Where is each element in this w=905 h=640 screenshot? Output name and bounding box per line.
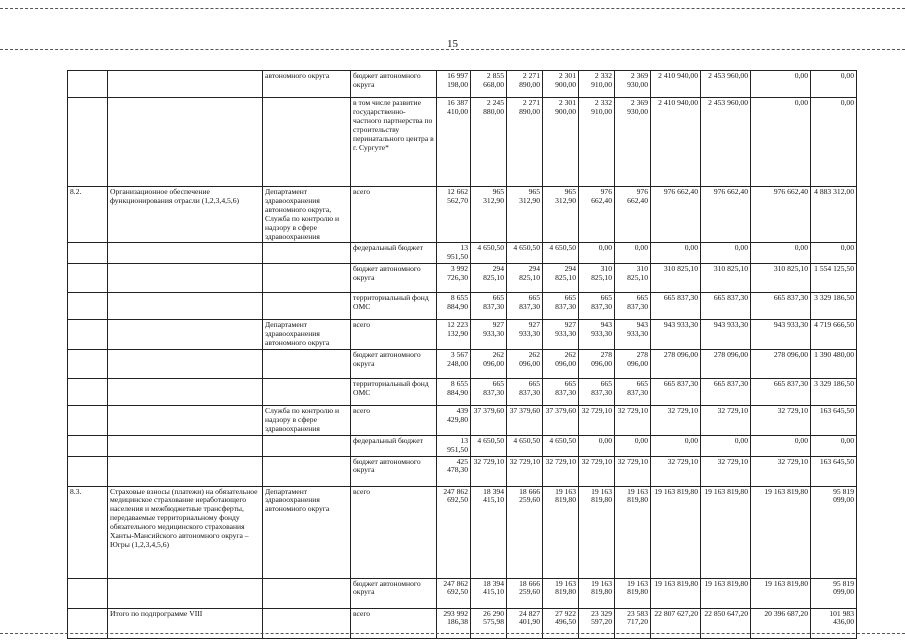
value-cell: 665 837,30 xyxy=(579,378,615,405)
value-cell: 32 729,10 xyxy=(701,405,751,435)
value-cell: 22 850 647,20 xyxy=(701,608,751,638)
value-cell: 19 163 819,80 xyxy=(615,486,651,578)
funding-source-cell: бюджет автономного округа xyxy=(351,264,437,293)
value-cell: 0,00 xyxy=(615,435,651,456)
value-cell: 2 855 668,00 xyxy=(471,71,507,98)
funding-source-cell: в том числе развитие государственно-частного партнерства по строительству перинатального центра в г. Сургуте* xyxy=(351,98,437,187)
value-cell: 943 933,30 xyxy=(615,320,651,350)
executor-cell: Департамент здравоохранения автономного округа xyxy=(263,486,351,578)
measure-name-cell: Организационное обеспечение функционирования отрасли (1,2,3,4,5,6) xyxy=(108,187,263,243)
value-cell: 19 163 819,80 xyxy=(579,486,615,578)
value-cell: 4 650,50 xyxy=(471,435,507,456)
funding-source-cell: всего xyxy=(351,608,437,638)
row-number-cell xyxy=(68,405,108,435)
value-cell: 101 983 436,00 xyxy=(811,608,857,638)
value-cell: 0,00 xyxy=(751,243,811,264)
value-cell: 4 650,50 xyxy=(543,243,579,264)
measure-name-cell: Страховые взносы (платежи) на обязательное медицинское страхование неработающего населения и межбюджетные трансферты, передаваемые территориальному фонду обязательного медицинского страхования Ханты-Мансийского автономного округа – Югры (1,2,3,4,5,6) xyxy=(108,486,263,578)
value-cell: 2 245 880,00 xyxy=(471,98,507,187)
value-cell: 26 290 575,98 xyxy=(471,608,507,638)
value-cell: 2 453 960,00 xyxy=(701,98,751,187)
value-cell: 0,00 xyxy=(579,243,615,264)
measure-name-cell xyxy=(108,71,263,98)
value-cell: 665 837,30 xyxy=(701,293,751,320)
value-cell: 3 329 186,50 xyxy=(811,378,857,405)
row-number-cell xyxy=(68,71,108,98)
value-cell: 19 163 819,80 xyxy=(543,578,579,608)
executor-cell xyxy=(263,378,351,405)
value-cell: 19 163 819,80 xyxy=(615,578,651,608)
measure-name-cell xyxy=(108,378,263,405)
executor-cell xyxy=(263,349,351,378)
value-cell: 20 396 687,20 xyxy=(751,608,811,638)
value-cell: 665 837,30 xyxy=(751,378,811,405)
value-cell: 2 453 960,00 xyxy=(701,71,751,98)
value-cell: 2 369 930,00 xyxy=(615,71,651,98)
value-cell: 19 163 819,80 xyxy=(751,578,811,608)
value-cell: 965 312,90 xyxy=(507,187,543,243)
value-cell: 32 729,10 xyxy=(543,456,579,486)
value-cell: 37 379,60 xyxy=(507,405,543,435)
value-cell: 23 583 717,20 xyxy=(615,608,651,638)
value-cell: 976 662,40 xyxy=(701,187,751,243)
value-cell: 927 933,30 xyxy=(471,320,507,350)
budget-table xyxy=(67,70,857,639)
table-row xyxy=(68,293,857,320)
table-row xyxy=(68,456,857,486)
value-cell: 2 332 910,00 xyxy=(579,71,615,98)
value-cell: 1 554 125,50 xyxy=(811,264,857,293)
value-cell: 19 163 819,80 xyxy=(751,486,811,578)
row-number-cell xyxy=(68,243,108,264)
value-cell: 0,00 xyxy=(651,435,701,456)
executor-cell: Департамент здравоохранения автономного округа xyxy=(263,320,351,350)
value-cell: 976 662,40 xyxy=(615,187,651,243)
value-cell: 0,00 xyxy=(811,71,857,98)
value-cell: 18 394 415,10 xyxy=(471,486,507,578)
executor-cell: Департамент здравоохранения автономного округа, Служба по контролю и надзору в сфере здравоохранения xyxy=(263,187,351,243)
value-cell: 19 163 819,80 xyxy=(651,486,701,578)
value-cell: 0,00 xyxy=(701,435,751,456)
value-cell: 439 429,80 xyxy=(437,405,471,435)
value-cell: 4 650,50 xyxy=(507,243,543,264)
funding-source-cell: всего xyxy=(351,486,437,578)
measure-name-cell xyxy=(108,456,263,486)
value-cell: 0,00 xyxy=(579,435,615,456)
value-cell: 19 163 819,80 xyxy=(651,578,701,608)
funding-source-cell: федеральный бюджет xyxy=(351,243,437,264)
value-cell: 976 662,40 xyxy=(579,187,615,243)
value-cell: 12 223 132,90 xyxy=(437,320,471,350)
row-number-cell: 8.3. xyxy=(68,486,108,578)
value-cell: 0,00 xyxy=(811,435,857,456)
table-row xyxy=(68,435,857,456)
value-cell: 32 729,10 xyxy=(701,456,751,486)
value-cell: 293 992 186,38 xyxy=(437,608,471,638)
value-cell: 18 666 259,60 xyxy=(507,578,543,608)
value-cell: 0,00 xyxy=(701,243,751,264)
executor-cell: Служба по контролю и надзору в сфере здравоохранения xyxy=(263,405,351,435)
bottom-dashed-line xyxy=(0,633,905,634)
value-cell: 0,00 xyxy=(615,243,651,264)
table-row xyxy=(68,349,857,378)
value-cell: 665 837,30 xyxy=(651,378,701,405)
value-cell: 2 410 940,00 xyxy=(651,71,701,98)
executor-cell xyxy=(263,456,351,486)
value-cell: 262 096,00 xyxy=(471,349,507,378)
value-cell: 32 729,10 xyxy=(507,456,543,486)
value-cell: 19 163 819,80 xyxy=(579,578,615,608)
value-cell: 310 825,10 xyxy=(579,264,615,293)
row-number-cell xyxy=(68,320,108,350)
value-cell: 310 825,10 xyxy=(651,264,701,293)
table-row xyxy=(68,264,857,293)
value-cell: 965 312,90 xyxy=(543,187,579,243)
value-cell: 665 837,30 xyxy=(471,378,507,405)
executor-cell xyxy=(263,578,351,608)
value-cell: 32 729,10 xyxy=(579,456,615,486)
value-cell: 32 729,10 xyxy=(615,405,651,435)
row-number-cell xyxy=(68,456,108,486)
value-cell: 4 650,50 xyxy=(543,435,579,456)
value-cell: 27 922 496,50 xyxy=(543,608,579,638)
value-cell: 8 655 884,90 xyxy=(437,293,471,320)
value-cell: 18 666 259,60 xyxy=(507,486,543,578)
table-row xyxy=(68,98,857,187)
value-cell: 665 837,30 xyxy=(615,378,651,405)
value-cell: 22 807 627,20 xyxy=(651,608,701,638)
measure-name-cell xyxy=(108,293,263,320)
value-cell: 965 312,90 xyxy=(471,187,507,243)
value-cell: 927 933,30 xyxy=(507,320,543,350)
value-cell: 1 390 480,00 xyxy=(811,349,857,378)
value-cell: 163 645,50 xyxy=(811,456,857,486)
funding-source-cell: территориальный фонд ОМС xyxy=(351,293,437,320)
value-cell: 95 819 099,00 xyxy=(811,486,857,578)
measure-name-cell: Итого по подпрограмме VIII xyxy=(108,608,263,638)
value-cell: 32 729,10 xyxy=(579,405,615,435)
measure-name-cell xyxy=(108,98,263,187)
row-number-cell xyxy=(68,349,108,378)
value-cell: 4 650,50 xyxy=(507,435,543,456)
executor-cell: автономного округа xyxy=(263,71,351,98)
row-number-cell xyxy=(68,435,108,456)
funding-source-cell: бюджет автономного округа xyxy=(351,456,437,486)
value-cell: 4 650,50 xyxy=(471,243,507,264)
value-cell: 32 729,10 xyxy=(651,405,701,435)
value-cell: 32 729,10 xyxy=(615,456,651,486)
value-cell: 163 645,50 xyxy=(811,405,857,435)
value-cell: 0,00 xyxy=(751,435,811,456)
value-cell: 37 379,60 xyxy=(471,405,507,435)
value-cell: 0,00 xyxy=(811,243,857,264)
value-cell: 943 933,30 xyxy=(651,320,701,350)
value-cell: 95 819 099,00 xyxy=(811,578,857,608)
funding-source-cell: бюджет автономного округа xyxy=(351,349,437,378)
row-number-cell xyxy=(68,98,108,187)
funding-source-cell: федеральный бюджет xyxy=(351,435,437,456)
value-cell: 8 655 884,90 xyxy=(437,378,471,405)
value-cell: 665 837,30 xyxy=(507,378,543,405)
value-cell: 943 933,30 xyxy=(751,320,811,350)
value-cell: 943 933,30 xyxy=(701,320,751,350)
value-cell: 278 096,00 xyxy=(651,349,701,378)
funding-source-cell: территориальный фонд ОМС xyxy=(351,378,437,405)
funding-source-cell: всего xyxy=(351,405,437,435)
funding-source-cell: всего xyxy=(351,187,437,243)
value-cell: 278 096,00 xyxy=(615,349,651,378)
value-cell: 294 825,10 xyxy=(507,264,543,293)
value-cell: 13 951,50 xyxy=(437,435,471,456)
value-cell: 425 478,30 xyxy=(437,456,471,486)
value-cell: 665 837,30 xyxy=(701,378,751,405)
table-row xyxy=(68,405,857,435)
value-cell: 0,00 xyxy=(811,98,857,187)
value-cell: 0,00 xyxy=(651,243,701,264)
executor-cell xyxy=(263,98,351,187)
executor-cell xyxy=(263,243,351,264)
row-number-cell xyxy=(68,293,108,320)
value-cell: 2 332 910,00 xyxy=(579,98,615,187)
measure-name-cell xyxy=(108,243,263,264)
value-cell: 19 163 819,80 xyxy=(543,486,579,578)
value-cell: 665 837,30 xyxy=(543,293,579,320)
row-number-cell xyxy=(68,578,108,608)
executor-cell xyxy=(263,264,351,293)
value-cell: 665 837,30 xyxy=(615,293,651,320)
top-dashed-line xyxy=(0,8,905,9)
row-number-cell xyxy=(68,264,108,293)
value-cell: 0,00 xyxy=(751,98,811,187)
table-row xyxy=(68,578,857,608)
value-cell: 13 951,50 xyxy=(437,243,471,264)
measure-name-cell xyxy=(108,405,263,435)
measure-name-cell xyxy=(108,578,263,608)
value-cell: 665 837,30 xyxy=(543,378,579,405)
value-cell: 310 825,10 xyxy=(751,264,811,293)
value-cell: 278 096,00 xyxy=(579,349,615,378)
value-cell: 665 837,30 xyxy=(651,293,701,320)
funding-source-cell: бюджет автономного округа xyxy=(351,71,437,98)
value-cell: 294 825,10 xyxy=(543,264,579,293)
executor-cell xyxy=(263,293,351,320)
measure-name-cell xyxy=(108,349,263,378)
value-cell: 16 997 198,00 xyxy=(437,71,471,98)
table-row xyxy=(68,378,857,405)
value-cell: 665 837,30 xyxy=(471,293,507,320)
value-cell: 19 163 819,80 xyxy=(701,578,751,608)
value-cell: 32 729,10 xyxy=(471,456,507,486)
table-row xyxy=(68,320,857,350)
value-cell: 294 825,10 xyxy=(471,264,507,293)
value-cell: 943 933,30 xyxy=(579,320,615,350)
table-row xyxy=(68,187,857,243)
value-cell: 976 662,40 xyxy=(651,187,701,243)
value-cell: 310 825,10 xyxy=(701,264,751,293)
row-number-cell: 8.2. xyxy=(68,187,108,243)
value-cell: 24 827 401,90 xyxy=(507,608,543,638)
value-cell: 32 729,10 xyxy=(751,405,811,435)
value-cell: 16 387 410,00 xyxy=(437,98,471,187)
measure-name-cell xyxy=(108,320,263,350)
value-cell: 247 862 692,50 xyxy=(437,578,471,608)
measure-name-cell xyxy=(108,435,263,456)
value-cell: 262 096,00 xyxy=(507,349,543,378)
funding-source-cell: бюджет автономного округа xyxy=(351,578,437,608)
value-cell: 2 410 940,00 xyxy=(651,98,701,187)
value-cell: 3 329 186,50 xyxy=(811,293,857,320)
value-cell: 3 992 726,30 xyxy=(437,264,471,293)
value-cell: 278 096,00 xyxy=(751,349,811,378)
value-cell: 310 825,10 xyxy=(615,264,651,293)
value-cell: 2 301 900,00 xyxy=(543,71,579,98)
value-cell: 32 729,10 xyxy=(751,456,811,486)
value-cell: 19 163 819,80 xyxy=(701,486,751,578)
value-cell: 0,00 xyxy=(751,71,811,98)
page-number: 15 xyxy=(447,38,458,50)
value-cell: 278 096,00 xyxy=(701,349,751,378)
value-cell: 2 369 930,00 xyxy=(615,98,651,187)
value-cell: 976 662,40 xyxy=(751,187,811,243)
value-cell: 927 933,30 xyxy=(543,320,579,350)
value-cell: 4 719 666,50 xyxy=(811,320,857,350)
value-cell: 665 837,30 xyxy=(751,293,811,320)
value-cell: 32 729,10 xyxy=(651,456,701,486)
row-number-cell xyxy=(68,378,108,405)
value-cell: 2 271 890,00 xyxy=(507,98,543,187)
value-cell: 262 096,00 xyxy=(543,349,579,378)
value-cell: 665 837,30 xyxy=(579,293,615,320)
value-cell: 3 567 248,00 xyxy=(437,349,471,378)
table-row xyxy=(68,71,857,98)
value-cell: 2 301 900,00 xyxy=(543,98,579,187)
funding-source-cell: всего xyxy=(351,320,437,350)
value-cell: 2 271 890,00 xyxy=(507,71,543,98)
value-cell: 12 662 562,70 xyxy=(437,187,471,243)
value-cell: 665 837,30 xyxy=(507,293,543,320)
value-cell: 37 379,60 xyxy=(543,405,579,435)
table-row xyxy=(68,486,857,578)
value-cell: 18 394 415,10 xyxy=(471,578,507,608)
value-cell: 247 862 692,50 xyxy=(437,486,471,578)
executor-cell xyxy=(263,435,351,456)
value-cell: 4 883 312,00 xyxy=(811,187,857,243)
measure-name-cell xyxy=(108,264,263,293)
table-row xyxy=(68,243,857,264)
value-cell: 23 329 597,20 xyxy=(579,608,615,638)
